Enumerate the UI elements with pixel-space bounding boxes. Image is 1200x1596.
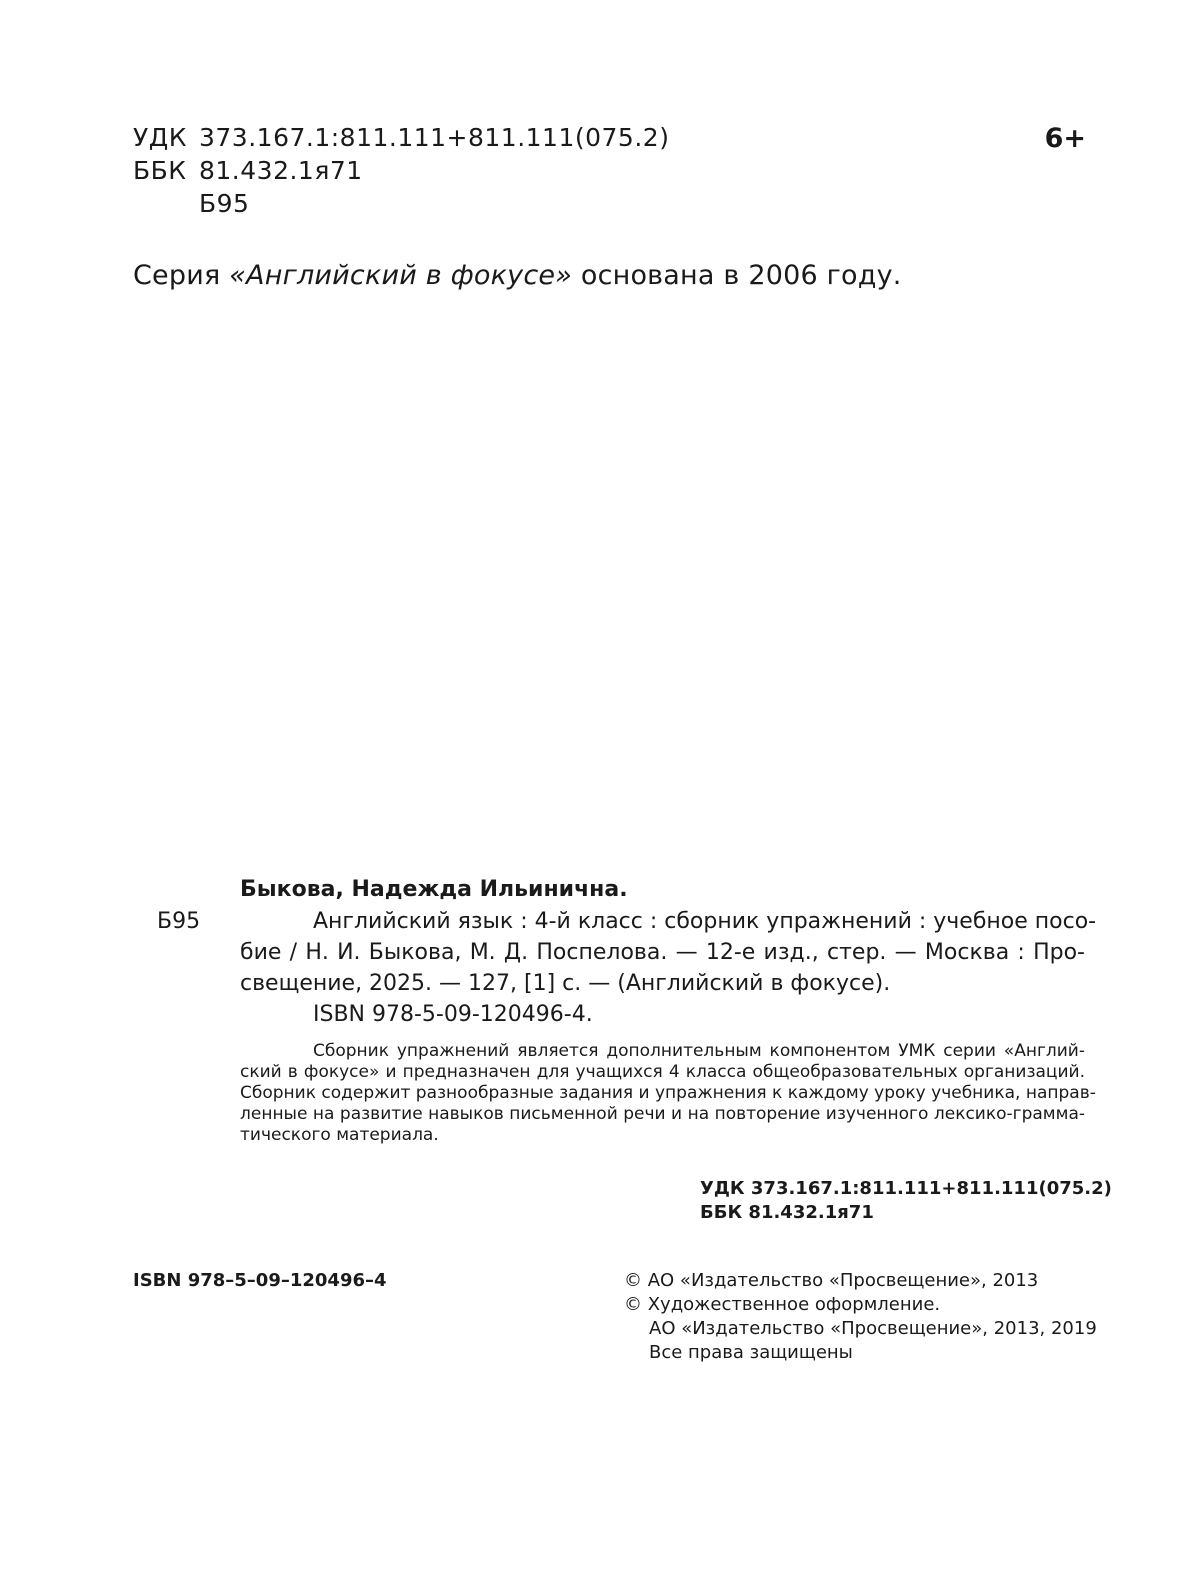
copyright-line: © Художественное оформление. [624, 1294, 941, 1315]
age-rating: 6+ [1044, 123, 1086, 154]
author-mark-row [133, 189, 249, 219]
series-suffix: основана в 2006 году. [572, 260, 902, 291]
bbk-row [133, 156, 363, 186]
bbk-label: ББК [133, 156, 187, 185]
bottom-udk: УДК 373.167.1:811.111+811.111(075.2) [700, 1178, 1112, 1199]
abstract-line: Сборник упражнений является дополнительным компонентом УМК серии «Англий- [313, 1041, 1085, 1061]
abstract-line: ленные на развитие навыков письменной речи и на повторение изученного лексико-граммa- [240, 1104, 1085, 1124]
catalog-code: Б95 [157, 909, 201, 934]
abstract-line: тического материала. [240, 1125, 439, 1145]
udk-value: 373.167.1:811.111+811.111(075.2) [199, 123, 670, 152]
author-mark: Б95 [199, 189, 250, 218]
abstract-line: ский в фокусе» и предназначен для учащихся 4 класса общеобразовательных организаций. [240, 1062, 1085, 1082]
series-statement [133, 259, 902, 293]
catalog-isbn: ISBN 978-5-09-120496-4. [313, 1002, 593, 1027]
isbn-footer: ISBN 978–5–09–120496–4 [133, 1270, 387, 1291]
catalog-author: Быкова, Надежда Ильинична. [240, 877, 628, 902]
bottom-classification [700, 1177, 1112, 1225]
abstract-line: Сборник содержит разнообразные задания и упражнения к каждому уроку учебника, направ- [240, 1083, 1096, 1103]
copyright-line: Все права защищены [649, 1342, 853, 1363]
udk-row [133, 123, 669, 153]
bbk-value: 81.432.1я71 [199, 156, 363, 185]
catalog-description-line: бие / Н. И. Быкова, М. Д. Поспелова. — 12-е изд., стер. — Москва : Про- [240, 940, 1085, 965]
copyright-line: © АО «Издательство «Просвещение», 2013 [624, 1270, 1039, 1291]
copyright-block [624, 1269, 1097, 1365]
series-prefix: Серия [133, 260, 230, 291]
catalog-description-line: Английский язык : 4-й класс : сборник упражнений : учебное посо- [313, 909, 1097, 934]
copyright-line: АО «Издательство «Просвещение», 2013, 2019 [649, 1318, 1097, 1339]
catalog-description-line: свещение, 2025. — 127, [1] с. — (Английский в фокусе). [240, 971, 891, 996]
bottom-bbk: ББК 81.432.1я71 [700, 1202, 874, 1223]
series-name: «Английский в фокусе» [229, 260, 573, 291]
udk-label: УДК [133, 123, 188, 152]
